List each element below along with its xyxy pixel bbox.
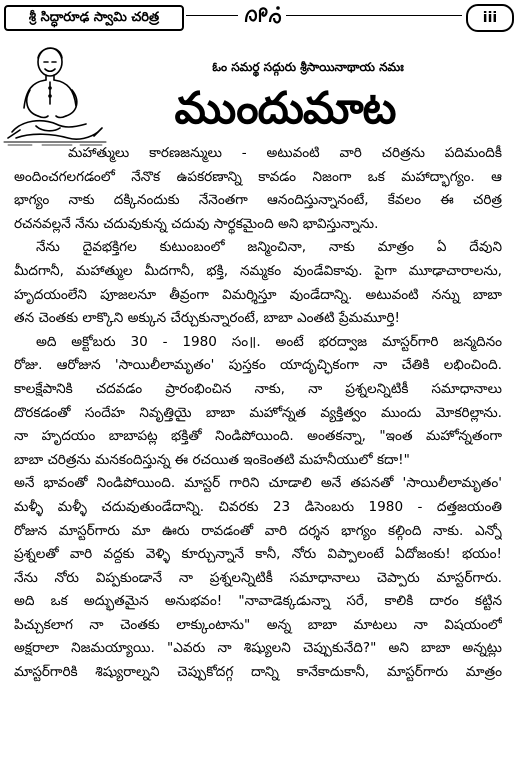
text-line: రోజున మాస్టర్‌గారు మా ఊరు రావడంతో వారి దర్శన భాగ్యం కల్గింది నాకు. ఎన్నో xyxy=(14,522,502,539)
text-line: తన చెంతకు లాక్కొని అక్కున చేర్చుకున్నారంటే, బాబా ఎంతటి ప్రేమమూర్తి! xyxy=(14,310,400,327)
text-line: ప్రశ్నలతో వారి వద్దకు వెళ్ళి కూర్చున్నానే కానీ, నోరు విప్పాలంటే ఏదోజంకు! భయం! xyxy=(14,546,502,563)
paragraph-3 xyxy=(14,331,502,685)
text-line: హృదయంలేని పూజలనూ తీవ్రంగా విమర్శిస్తూ వుండేదాన్ని. అటువంటి నన్ను బాబా xyxy=(14,286,502,303)
foreword-body xyxy=(14,142,502,685)
text-line: పిచ్చుకలాగ నా చెంతకు లాక్కుంటాను" అన్న బాబా మాటలు నా విషయంలో xyxy=(14,616,502,633)
header-rule xyxy=(186,15,462,16)
text-line: కాలక్షేపానికి చదవడం ప్రారంభించిన నాకు, నా ప్రశ్నలన్నిటికీ సమాధానాలు xyxy=(14,380,502,397)
text-line: అది అక్టోబరు 30 - 1980 సం॥. అంటే భరద్వాజ మాస్టర్‌గారి జన్మదినం xyxy=(36,333,502,350)
running-title: శ్రీ సిద్ధారూఢ స్వామి చరిత్ర xyxy=(4,5,184,31)
page-number: iii xyxy=(466,4,514,32)
paragraph-2 xyxy=(14,236,502,330)
text-line: నా హృదయం బాబాపట్ల భక్తితో నిండిపోయింది. అంతకన్నా, "ఇంత మహోన్నతంగా xyxy=(14,428,502,445)
text-line: రోజు. ఆరోజున 'సాయిలీలామృతం' పుస్తకం యాదృచ్ఛికంగా నా చేతికి లభించింది. xyxy=(14,357,502,374)
text-line: భాగ్యం నాకు దక్కినందుకు నేనెంతగా ఆనందిస్తున్నానంటే, కేవలం ఈ చరిత్ర xyxy=(14,192,502,209)
text-line: నేను నోరు విప్పకుండానే నా ప్రశ్నలన్నిటికీ సమాధానాలు చెప్పారు మాస్టర్‌గారు. xyxy=(14,569,502,586)
seated-author-illustration xyxy=(2,38,108,148)
paragraph-1-continued xyxy=(14,166,502,237)
text-line: మహాత్ములు కారణజన్ములు - అటువంటి వారి చరిత్రను పదిమందికీ xyxy=(68,145,502,161)
text-line: అక్షరాలా నిజమయ్యాయి. "ఎవరు నా శిష్యులని చెప్పుకునేది?" అని బాబా అన్నట్లు xyxy=(14,640,502,657)
page-title: ముందుమాట xyxy=(174,83,396,134)
text-line: మీదగానీ, మహాత్ముల మీదగానీ, భక్తి, నమ్మకం వుండేవికావు. పైగా మూఢాచారాలను, xyxy=(14,262,502,279)
text-line: బాబా చరిత్రను మనకందిస్తున్న ఈ రచయిత ఇంకెంతటి మహనీయులో కదా!" xyxy=(14,451,410,468)
text-line: మాస్టర్‌గారికి శిష్యురాల్నని చెప్పుకోదగ్గ దాన్ని కానేకాదుకానీ, మాస్టర్‌గారు మాత్రం xyxy=(14,664,502,681)
text-line: మళ్ళీ మళ్ళీ చదువుతుండేదాన్ని. చివరకు 23 డిసెంబరు 1980 - దత్తజయంతి xyxy=(14,498,502,515)
text-line: నేను దైవభక్తిగల కుటుంబంలో జన్మించినా, నాకు మాత్రం ఏ దేవుని xyxy=(36,239,502,256)
invocation-line: ఓం సమర్థ సద్గురు శ్రీసాయినాథాయ నమః xyxy=(212,60,404,74)
text-line: రచనవల్లనే నేను చదువుకున్న చదువు సార్థకమైంది అని భావిస్తున్నాను. xyxy=(14,215,379,232)
text-line: దొరకడంతో సందేహ నివృత్తియై బాబా మహోన్నత వ్యక్తిత్వం ముందు మోకరిల్లాను. xyxy=(14,404,502,421)
paragraph-1 xyxy=(14,142,502,166)
header-ornament-icon xyxy=(238,2,286,30)
text-line: అందించగలగడంలో నేనొక ఉపకరణాన్ని కావడం నిజంగా ఒక మహాద్భాగ్యం. ఆ xyxy=(14,168,502,185)
text-line: అనే భావంతో నిండిపోయింది. మాస్టర్ గారిని చూడాలి అనే తపనతో 'సాయిలీలామృతం' xyxy=(14,475,502,492)
text-line: అది ఒక అద్భుతమైన అనుభవం! "నావాడెక్కడున్నా సరే, కాలికి దారం కట్టిన xyxy=(14,593,502,610)
